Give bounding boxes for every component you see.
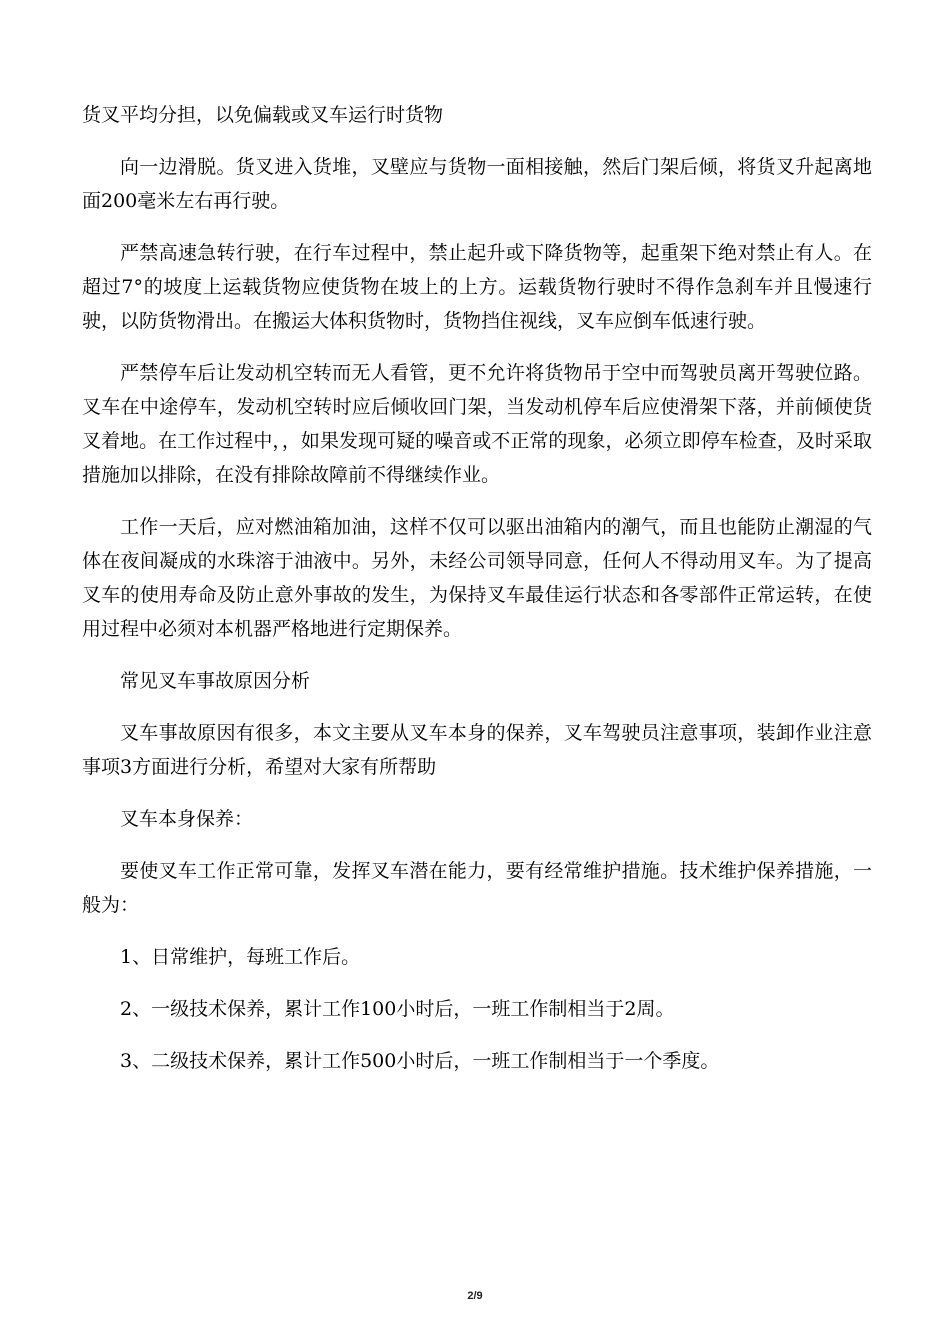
- list-item-level-one-maintenance: 2、一级技术保养，累计工作100小时后，一班工作制相当于2周。: [120, 998, 675, 1020]
- paragraph-parking-rules: 严禁停车后让发动机空转而无人看管，更不允许将货物吊于空中而驾驶员离开驾驶位路。叉车在中途停车，发动机空转时应后倾收回门架，当发动机停车后应使滑架下落，并前倾使货叉着地。在工作过程中，，如果发现可疑的噪音或不正常的现象，必须立即停车检查，及时采取措施加以排除，在没有排除故障前不得继续作业。: [82, 362, 872, 486]
- paragraph-continuation: 货叉平均分担，以免偏载或叉车运行时货物: [82, 104, 444, 126]
- paragraph-daily-refuel: 工作一天后，应对燃油箱加油，这样不仅可以驱出油箱内的潮气，而且也能防止潮湿的气体在夜间凝成的水珠溶于油液中。另外，未经公司领导同意，任何人不得动用叉车。为了提高叉车的使用寿命及防止意外事故的发生，为保持叉车最佳运行状态和各零部件正常运转，在使用过程中必须对本机器严格地进行定期保养。: [82, 516, 872, 640]
- document-body: [82, 98, 872, 1096]
- list-item-daily-maintenance: 1、日常维护，每班工作后。: [120, 946, 361, 968]
- paragraph-accident-causes: 叉车事故原因有很多，本文主要从叉车本身的保养，叉车驾驶员注意事项，装卸作业注意事项3方面进行分析，希望对大家有所帮助: [82, 722, 872, 778]
- page-number: 2/9: [467, 1290, 483, 1302]
- list-item-level-two-maintenance: 3、二级技术保养，累计工作500小时后，一班工作制相当于一个季度。: [120, 1050, 720, 1072]
- paragraph-fork-entry: 向一边滑脱。货叉进入货堆，叉壁应与货物一面相接触，然后门架后倾，将货叉升起离地面200毫米左右再行驶。: [82, 156, 872, 212]
- section-heading-accident-analysis: 常见叉车事故原因分析: [120, 670, 311, 692]
- paragraph-driving-rules: 严禁高速急转行驶，在行车过程中，禁止起升或下降货物等，起重架下绝对禁止有人。在超过7°的坡度上运载货物应使货物在坡上的上方。运载货物行驶时不得作急刹车并且慢速行驶，以防货物滑出。在搬运大体积货物时，货物挡住视线，叉车应倒车低速行驶。: [82, 242, 872, 332]
- paragraph-maintenance-intro: 要使叉车工作正常可靠，发挥叉车潜在能力，要有经常维护措施。技术维护保养措施，一般为：: [82, 860, 872, 916]
- section-heading-maintenance: 叉车本身保养：: [120, 808, 254, 830]
